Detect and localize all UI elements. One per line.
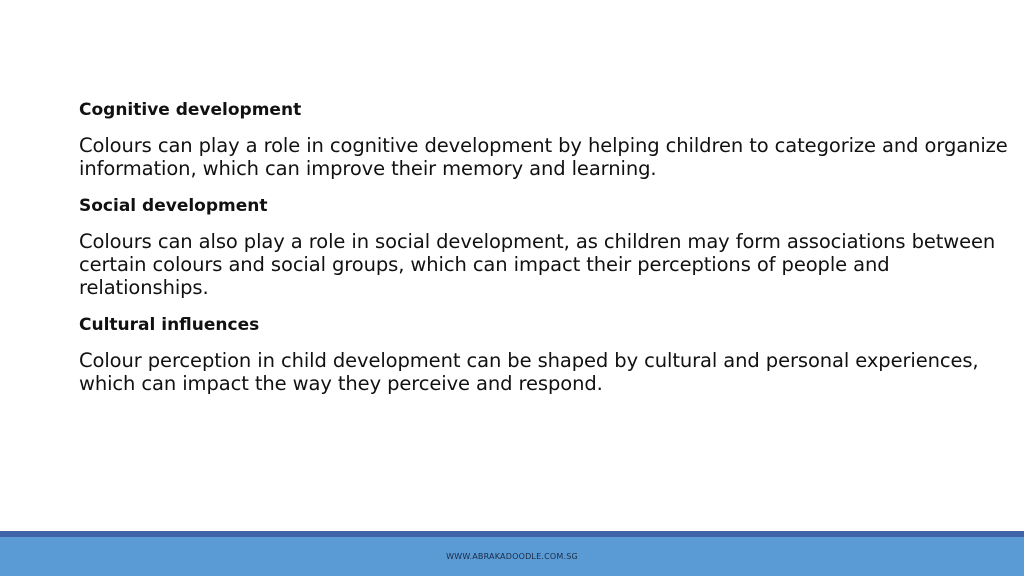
section-heading-cultural: Cultural influences — [79, 315, 260, 335]
section-text-cultural: Colour perception in child development can be shaped by cultural and personal experiences, which can impact the way they perceive and respond. — [79, 349, 979, 395]
section-text-cognitive: Colours can play a role in cognitive development by helping children to categorize and organize information, which can improve their memory and learning. — [79, 134, 1008, 180]
footer-bar — [0, 537, 1024, 576]
section-heading-social: Social development — [79, 196, 268, 216]
footer-url: WWW.ABRAKADOODLE.COM.SG — [446, 552, 578, 561]
section-heading-cognitive: Cognitive development — [79, 100, 302, 120]
slide-content — [79, 98, 1009, 409]
section-text-social: Colours can also play a role in social development, as children may form associations between certain colours and social groups, which can impact their perceptions of people and relationships. — [79, 230, 996, 299]
